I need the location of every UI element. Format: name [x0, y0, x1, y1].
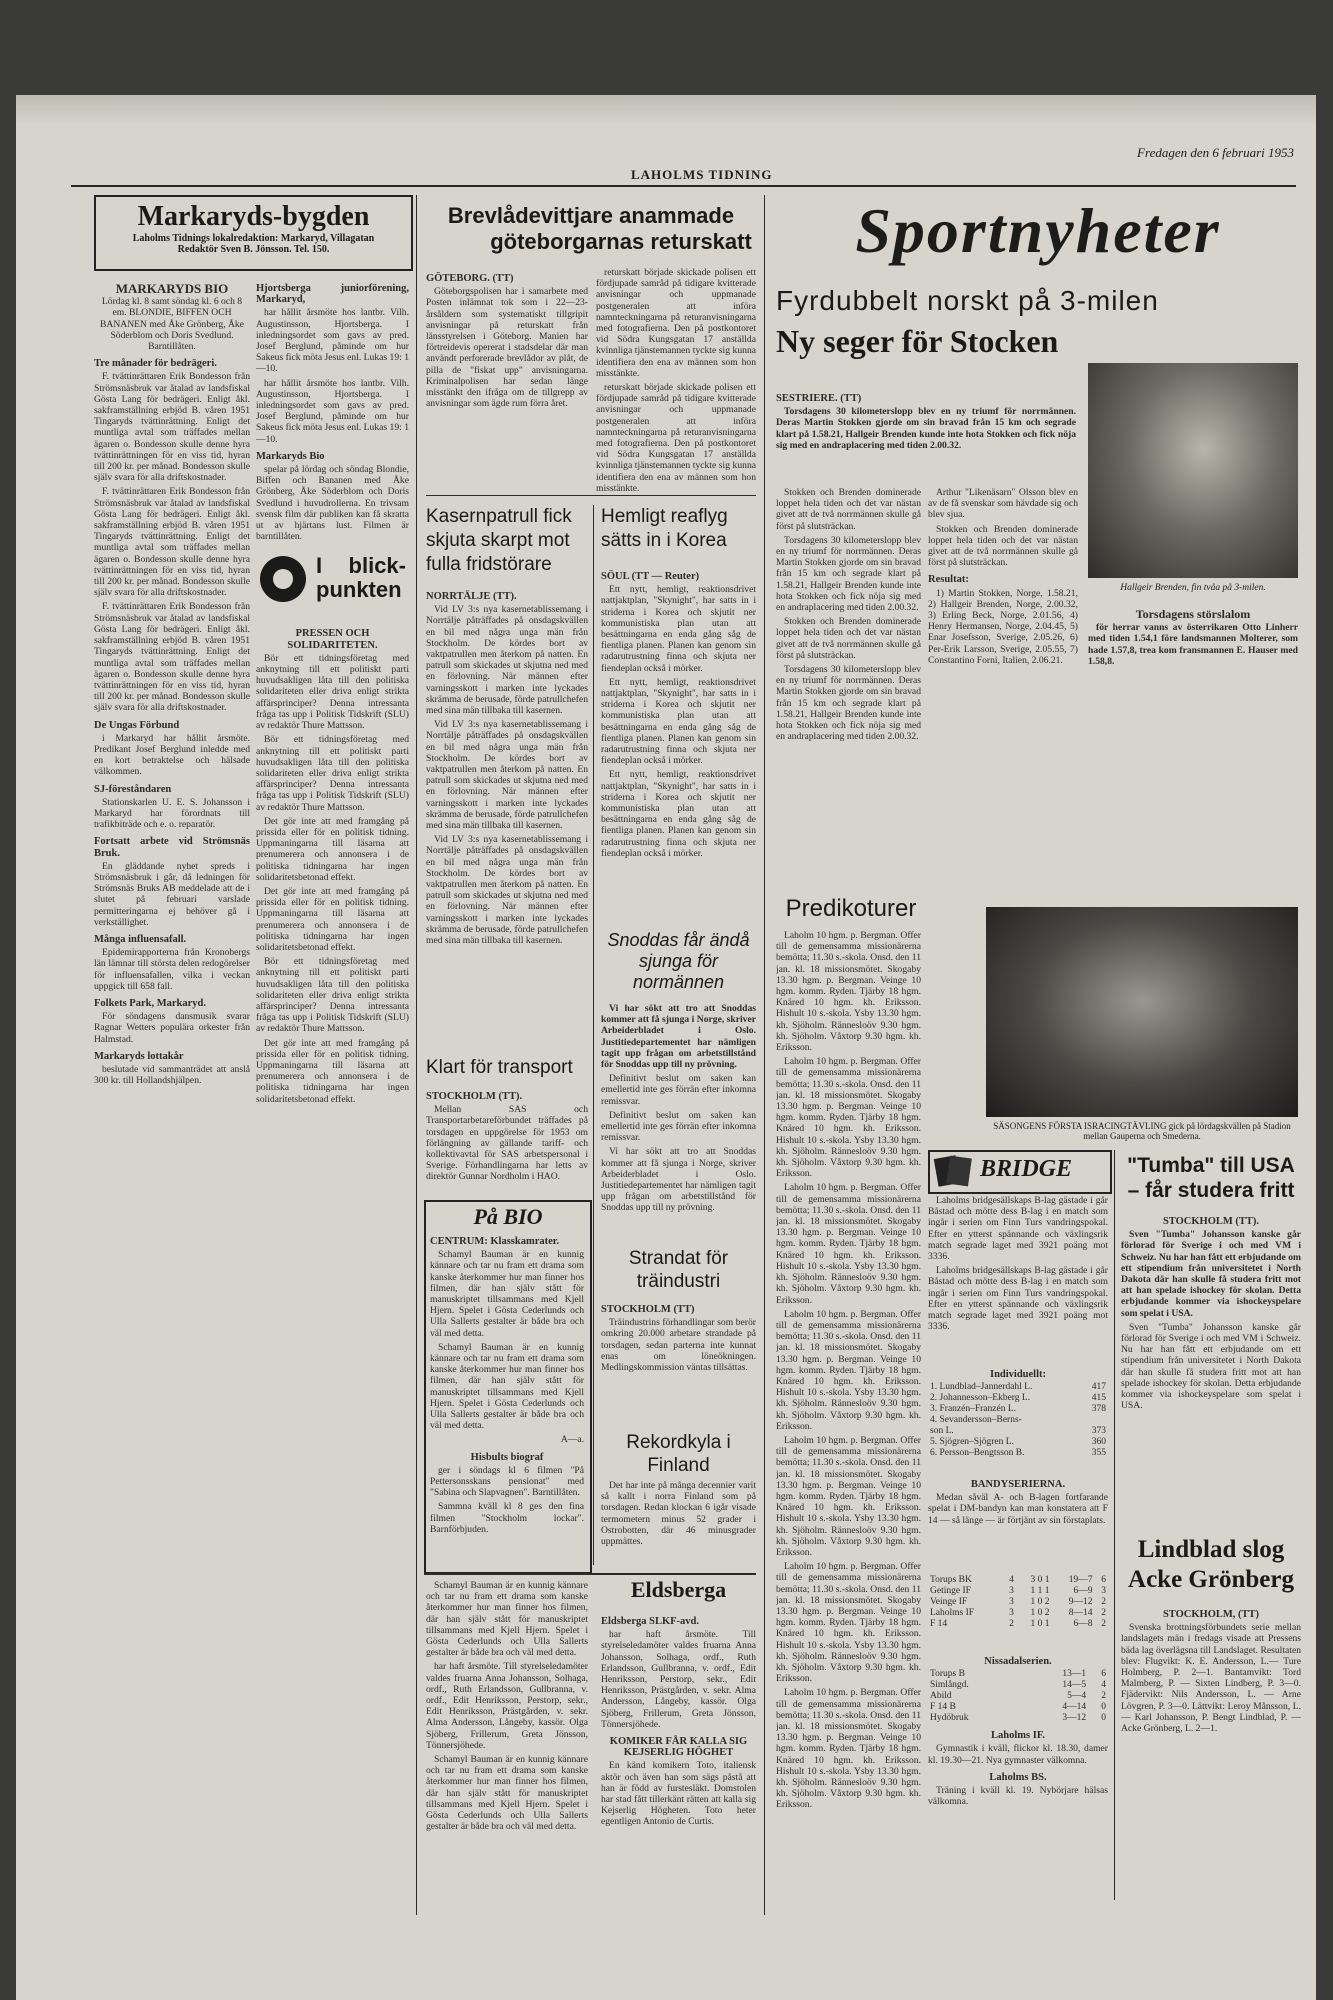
table-cell-name: son L.	[930, 1426, 954, 1437]
table-cell-name: 4. Sevandersson–Berns-	[930, 1415, 1022, 1426]
lindblad-column	[1121, 1603, 1301, 1900]
table-cell-team: Veinge IF	[930, 1597, 968, 1607]
column-rule	[593, 505, 594, 1565]
article-heading: Markaryds lottakår	[94, 1050, 184, 1062]
table-cell-team: Torups BK	[930, 1575, 972, 1585]
section-rule	[426, 495, 756, 496]
article-text-cont: har hållit årsmöte hos lantbr. Vilh. Augustinsson, Hjortsberga. I inledningsordet som gavs av pred. Josef Berglund, påminde om hur Sakeus fick möta Jesus enl. Lukas 19: 1—10.	[256, 377, 409, 445]
eldsberga-text: har haft årsmöte. Till styrelseledamöter valdes fruarna Anna Johansson, Solhaga, ordf., Ruth Erlandsson, Gullbranna, v. ordf., Edit Henriksson, Perstorp, sekr., Edit Henriksson, Prästgården, v. sekr. Alma Andersson, Långeby, kassör. Olga Sjöberg, Frillerum, Greta Jönsson, Tönnersjöhede.	[601, 1629, 756, 1730]
sport-title: Sportnyheter	[855, 195, 1221, 266]
table-cell-pts: 417	[1091, 1382, 1106, 1393]
section-rule	[424, 1573, 756, 1575]
bio-heading: MARKARYDS BIO	[115, 281, 229, 296]
snoddas-text-cont: Vi har sökt att tro att Snoddas kommer att få sjunga i Norge, skriver Arbeiderbladet i Oslo. Justitiedepartementet har nämligen tagit upp frågan om arbetstillstånd för Snoddas upp till ny prövning.	[601, 1146, 756, 1214]
table-row	[928, 1691, 1108, 1702]
article-text: beslutade vid sammanträdet att anslå 300 kr. till Hollandshjälpen.	[94, 1064, 250, 1087]
table-cell-team: Abild	[930, 1691, 952, 1702]
table-row	[928, 1393, 1108, 1404]
column-rule	[1114, 1150, 1115, 1900]
bridge-logo	[928, 1150, 1112, 1194]
results-text: 1) Martin Stokken, Norge, 1.58.21, 2) Hallgeir Brenden, Norge, 2.00.32, 3) Erling Beck, Norge, 2.01.56, 4) Henry Hermansen, Norge, 2.04.45, 5) Enar Josefsson, Sverige, 2.05.26, 6) Per-Erik Larsson, Sverige, 2.05.55, 7) Constantino Forni, Italien, 2.06.21.	[928, 587, 1078, 666]
article-heading: Hjortsberga juniorförening, Markaryd,	[256, 283, 409, 306]
table-cell-g: 3	[1009, 1586, 1014, 1596]
table-cell-pts: 373	[1091, 1426, 1106, 1437]
pabio-text: Sammna kväll kl 8 ges den fina filmen "Stockholm lockar". Barnförbjuden.	[430, 1501, 584, 1535]
table-cell-name: 3. Franzén–Franzén L.	[930, 1404, 1016, 1415]
column-rule	[764, 195, 765, 1915]
predik-text: Laholm 10 hgm. p. Bergman. Offer till de gemensamma missionärerna bemötta; 11.30 s.-skola. Onsd. den 11 jan. kl. 18 missionsmötet. Skogaby 13.30 hgm. p. Bergman. Veinge 10 hgm. komm. Ryden. Tjärby 18 hgm. Knäred 10 hgm. kh. Eriksson. Hishult 10 s.-skola. Ysby 13.30 hgm. kh. Sjöholm. Rännesloöv 9.30 hgm. kh. Sjöholm. Våxtorp 9.30 hgm. kh. Eriksson.	[776, 930, 921, 1054]
eldsberga-text-2: En känd komikern Toto, italiensk aktör och även han som sägs påstå att han är född av furstesläkt. Domstolen har stad fått tillerkänt rätten att kalla sig Kejserlig Högheten. Toto heter egentligen Antonio de Curtis.	[601, 1760, 756, 1828]
table-cell-m: 6—8	[1073, 1619, 1093, 1629]
lindblad-text: Svenska brottningsförbundets serie mellan landslagets män i fredags visade att Pressens bäda lag överlägsna till Landslaget. Resultaten blev: Flugvikt: K. E. Andersson, L.— Ture Holmberg, P. 2—1. Bantamvikt: Tord Malmberg, P. — Sixten Lindberg, P. 3—0. Fjädervikt: Nils Andersson, L. — Arne Lövgren, P. 3—0. Lättvikt: Leroy Månsson, L. — Karl Johansson, P. Bengt Lindblad, P. — Acke Grönberg, L. 2—1.	[1121, 1622, 1301, 1735]
sport-dateline: SESTRIERE. (TT)	[776, 393, 862, 404]
table-cell-name: 2. Johannesson–Ekberg L.	[930, 1393, 1031, 1404]
brev-headline	[426, 203, 756, 255]
kasern-text-cont: Vid LV 3:s nya kasernetablissemang i Norrtälje påträffades på onsdagskvällen en bil med några unga män från Stockholm. De kördes bort av vaktpatrullen men återkom på natten. En patrull som skickades ut skjutna ned med en förlovning. När männen efter varningsskott i marken inte lyckades skrämma de berusade, förde patrullchefen med sina män tillbaka till kasernen.	[426, 834, 588, 947]
sport-headline-2: Ny seger för Stocken	[776, 323, 1059, 359]
table-cell-p: 6	[1101, 1575, 1106, 1585]
table-row	[928, 1586, 1108, 1597]
article-text: Stationskarlen U. E. S. Johansson i Markaryd har förordnats till trafikbiträde och e. o. reparatör.	[94, 796, 250, 831]
sport-column-1	[776, 487, 921, 917]
table-cell-m: 4—14	[1062, 1702, 1087, 1713]
predik-text-cont: Laholm 10 hgm. p. Bergman. Offer till de gemensamma missionärerna bemötta; 11.30 s.-skola. Onsd. den 11 jan. kl. 18 missionsmötet. Skogaby 13.30 hgm. p. Bergman. Veinge 10 hgm. komm. Ryden. Tjärby 18 hgm. Knäred 10 hgm. kh. Eriksson. Hishult 10 s.-skola. Ysby 13.30 hgm. kh. Sjöholm. Rännesloöv 9.30 hgm. kh. Sjöholm. Våxtorp 9.30 hgm. kh. Eriksson.	[776, 1182, 921, 1306]
klart-headline: Klart för transport	[426, 1057, 573, 1078]
rekord-text: Det har inte på många decennier varit så kallt i norra Finland som på torsdagen. Redan klockan 6 igår visade termometern minus 52 grader i Ostrobotten, där 46 minusgrader uppmättes.	[601, 1480, 756, 1548]
blick-punkten-logo	[256, 550, 409, 620]
rekord-headline: Rekordkyla i Finland	[626, 1432, 731, 1476]
article-text: spelar på lördag och söndag Blondie, Biffen och Bananen med Åke Grönberg, Åke Söderblom och Doris Svedlund i huvudrollerna. En trivsam svensk film där publiken kan få skratta ut av hjärtans lust. Filmen är barntillåten.	[256, 464, 409, 543]
photo-caption-2: SÄSONGENS FÖRSTA ISRACINGTÄVLING gick på lördagskvällen på Stadion mellan Gauperna och Smederna.	[993, 1121, 1291, 1141]
sport-text-cont: Torsdagens 30 kilometerslopp blev en ny triumf för norrmännen. Deras Martin Stokken gjorde om sin bravad från 15 km och segrade klart på 1.58.21, Hallgeir Brenden kunde inte hota Stokken och fick nöja sig med en andraplacering med tiden 2.00.32.	[776, 534, 921, 614]
table-cell-name: 1. Lundblad–Jannerdahl L.	[930, 1382, 1033, 1393]
table-cell-p: 6	[1101, 1669, 1106, 1680]
nissa-table	[928, 1669, 1108, 1724]
table-row	[928, 1680, 1108, 1691]
eldsberga-heading-2: KOMIKER FÅR KALLA SIG KEJSERLIG HÖGHET	[609, 1736, 748, 1759]
article-text-cont: Det gör inte att med framgång på prissida eller för en politisk tidning. Uppmaningarna till läsarna att prenumerera och annonsera i de politiska tidningarna har ingen solidaritetsbetonad effekt.	[256, 885, 409, 953]
article-text-cont: F. tvättinrättaren Erik Bondesson från Strömsnäsbruk var åtalad av landsfiskal Gösta Lang för bedrägeri. Enligt åkl. sakframställning erbjöd B. våren 1951 Tingaryds tvättinrättning. Enligt det muntliga avtal som träffades mellan ägaren o. Bondesson skulle denne hyra tvättinrättningen för en viss tid, hyran till 200 kr. per månad. Bondesson skulle själv svara för alla driftskostnader.	[94, 601, 250, 714]
playing-card-icon	[946, 1156, 972, 1187]
markaryd-column-2	[256, 277, 409, 1877]
strandat-dateline: STOCKHOLM (TT)	[601, 1304, 695, 1315]
newspaper-page	[16, 95, 1316, 2000]
bandy-text: Medan såväl A- och B-lagen fortfarande spelat i DM-bandyn kan man konstatera att F 14 — så länge — är förtjänt av sin förstaplats.	[928, 1492, 1108, 1526]
table-cell-p: 0	[1101, 1713, 1106, 1724]
rekord-column	[601, 1480, 756, 1565]
table-cell-p: 2	[1101, 1619, 1106, 1629]
table-cell-name: 5. Sjögren–Sjögren L.	[930, 1437, 1014, 1448]
article-text: Epidemirapporterna från Kronobergs län lämnar till största delen redogörelser för influensafallen, vilka i veckan uppgick till 658 fall.	[94, 947, 250, 992]
brev-text: Göteborgspolisen har i samarbete med Posten inlämnat tok som i 22—23-årsåldern som systematiskt tillgripit anvisningar på returskatt från länsstyrelsen i Göteborg. Manien har förtreidevis opererat i stadsdelar där man användt perforerade brevlådor av plåt, de pilla de "fiskat upp" anvisningarna. Kriminalpolisen har sedan länge misstänkt den ifråga om de tillgrepp av anvisningar som ägde rum förra året.	[426, 286, 588, 410]
table-cell-s: 1 0 2	[1030, 1597, 1050, 1607]
eldsberga-column	[601, 1610, 756, 1900]
bandy-table	[928, 1575, 1108, 1630]
bridge-text: Laholms bridgesällskaps B-lag gästade i går Båstad och mötte dess B-lag i en match som ingår i serien om Finn Turs vandringspokal. Efter en ytterst spännande och växlingsrik match segrade laget med 3921 poäng mot 3336.	[928, 1195, 1108, 1263]
article-heading: De Ungas Förbund	[94, 719, 180, 731]
pabio-text: Schamyl Bauman är en kunnig kännare och tar nu fram ett drama som kanske återkommer hur man finner hos filmen, där han själv stått för manuskriptet tillsammans med Kjell Hjern. Spelet i Gösta Cederlunds och Ulla Sallerts gestalter är både bra och väl med detta.	[430, 1249, 584, 1339]
table-cell-m: 8—14	[1068, 1608, 1093, 1618]
bridge-title: BRIDGE	[980, 1156, 1073, 1182]
table-row	[928, 1713, 1108, 1724]
table-row	[928, 1382, 1108, 1393]
bandy-column	[928, 1473, 1108, 1573]
predik-text-cont: Laholm 10 hgm. p. Bergman. Offer till de gemensamma missionärerna bemötta; 11.30 s.-skola. Onsd. den 11 jan. kl. 18 missionsmötet. Skogaby 13.30 hgm. p. Bergman. Veinge 10 hgm. komm. Ryden. Tjärby 18 hgm. Knäred 10 hgm. kh. Eriksson. Hishult 10 s.-skola. Ysby 13.30 hgm. kh. Sjöholm. Rännesloöv 9.30 hgm. kh. Sjöholm. Våxtorp 9.30 hgm. kh. Eriksson.	[776, 1434, 921, 1558]
results-heading: Resultat:	[928, 574, 969, 586]
article-text-cont: F. tvättinrättaren Erik Bondesson från Strömsnäsbruk var åtalad av landsfiskal Gösta Lang för bedrägeri. Enligt åkl. sakframställning erbjöd B. våren 1951 Tingaryds tvättinrättning. Enligt det muntliga avtal som träffades mellan ägaren o. Bondesson skulle denne hyra tvättinrättningen för en viss tid, hyran till 200 kr. per månad. Bondesson skulle själv svara för alla driftskostnader.	[94, 486, 250, 599]
table-cell-m: 5—4	[1067, 1691, 1087, 1702]
strandat-text: Träindustrins förhandlingar som berör omkring 20.000 arbetare strandade på torsdagen, sedan parterna inte kunnat enas om löneökningen. Medlingskommission väntas tillsättas.	[601, 1317, 756, 1374]
table-cell-pts: 378	[1091, 1404, 1106, 1415]
table-cell-s: 1 1 1	[1030, 1586, 1050, 1596]
sport-column-2	[928, 487, 1078, 917]
bridge-column	[928, 1195, 1108, 1360]
article-heading: SJ-föreståndaren	[94, 783, 172, 795]
brev-column-1	[426, 267, 588, 492]
snoddas-column	[601, 1003, 756, 1243]
lindblad-dateline: STOCKHOLM, (TT)	[1162, 1609, 1260, 1620]
table-cell-g: 3	[1009, 1597, 1014, 1607]
article-text: har hållit årsmöte hos lantbr. Vilh. Augustinsson, Hjortsberga. I inledningsordet som gavs av pred. Josef Berglund, påminde om hur Sakeus fick möta Jesus enl. Lukas 19: 1—10.	[256, 307, 409, 375]
hemligt-column	[601, 565, 756, 925]
table-cell-pts: 355	[1091, 1448, 1106, 1459]
table-cell-g: 4	[1009, 1575, 1014, 1585]
table-cell-m: 3—12	[1062, 1713, 1087, 1724]
brev-headline-1: Brevlådevittjare anammade	[447, 203, 735, 228]
table-cell-m: 9—12	[1068, 1597, 1093, 1607]
pabio-text-cont: Schamyl Bauman är en kunnig kännare och tar nu fram ett drama som kanske återkommer hur man finner hos filmen, där han själv stått för manuskriptet tillsammans med Kjell Hjern. Spelet i Gösta Cederlunds och Ulla Sallerts gestalter är både bra och väl med detta.	[426, 1580, 588, 1659]
article-heading: Folkets Park, Markaryd.	[94, 997, 206, 1009]
table-cell-m: 13—1	[1062, 1669, 1087, 1680]
table-row	[928, 1437, 1108, 1448]
bridge-results-table	[928, 1382, 1108, 1459]
brev-text-right: returskatt började skickade polisen ett fördjupade samråd på tidigare kvitterade anvisningar och uppmanade postgeneralen att införa namnteckningarna på returanvisningarna med fotografierna. Den på postkontoret vid Södra Kungsgatan 17 anställda kvinnliga tjänstemannen tyckte sig kunna identifiera den ena av männen som hon misstänkte.	[596, 267, 756, 379]
table-cell-team: Laholms IF	[930, 1608, 975, 1618]
bridge-results	[928, 1363, 1108, 1468]
tumba-text-cont: Sven "Tumba" Johansson kanske går förlorad för Sverige i och med VM i Schweiz. Nu har han fått ett erbjudande om ett stipendium från universitetet i North Dakota där han skulle få studera fritt mot att han spelade ishockey för skolan. Detta erbjudande kommer via ishockeyspelare som spelat i USA.	[1121, 1321, 1301, 1412]
sport-headline-1: Fyrdubbelt norskt på 3-milen	[776, 285, 1159, 316]
hemligt-text: Ett nytt, hemligt, reaktionsdrivet nattjaktplan, "Skynight", har satts in i striderna i Korea och skjutit ner kommunistiska plan utan att besättningarna en enda gång såg de fientliga planen. Planen kan genom sin radarutrustning finna och skjuta ner fiendeplan också i mörker.	[601, 584, 756, 674]
pabio-text: ger i söndags kl 6 filmen "På Pettersonsskans pensionat" med "Sabina och Slapvagnen". Barntillåten.	[430, 1464, 584, 1499]
predik-text-cont: Laholm 10 hgm. p. Bergman. Offer till de gemensamma missionärerna bemötta; 11.30 s.-skola. Onsd. den 11 jan. kl. 18 missionsmötet. Skogaby 13.30 hgm. p. Bergman. Veinge 10 hgm. komm. Ryden. Tjärby 18 hgm. Knäred 10 hgm. kh. Eriksson. Hishult 10 s.-skola. Ysby 13.30 hgm. kh. Sjöholm. Rännesloöv 9.30 hgm. kh. Sjöholm. Våxtorp 9.30 hgm. kh. Eriksson.	[776, 1308, 921, 1432]
table-cell-g: 3	[1009, 1608, 1014, 1618]
ice-racing-photo	[986, 907, 1298, 1117]
camera-lens-icon	[260, 556, 306, 602]
brev-dateline: GÖTEBORG. (TT)	[426, 273, 514, 284]
skier-portrait-photo	[1088, 363, 1298, 578]
table-cell-m: 19—7	[1068, 1575, 1093, 1585]
pabio-signature: A—a.	[560, 1434, 584, 1446]
pabio-heading: Hisbults biograf	[470, 1451, 544, 1463]
article-text: Bör ett tidningsföretag med anknytning till ett politiskt parti huvudsakligen låta till den politiska solidariteten eller driva enligt strikta affärsprinciper? Denna intressanta fråga tas upp i Politisk Tidskrift (SLU) av redaktör Thure Mattsson.	[256, 652, 409, 732]
bandy-table-wrap	[928, 1575, 1108, 1645]
tumba-headline: "Tumba" till USA – får studera fritt	[1127, 1154, 1295, 1202]
pabio-box	[424, 1200, 592, 1574]
laholmsif-heading: Laholms IF.	[991, 1730, 1045, 1742]
table-cell-team: Simlångd.	[930, 1680, 969, 1691]
article-heading: Många influensafall.	[94, 933, 187, 945]
table-row	[928, 1702, 1108, 1713]
lindblad-headline: Lindblad slog Acke Grönberg	[1128, 1536, 1294, 1593]
table-cell-pts	[1082, 1415, 1108, 1426]
bridge-individual-heading: Individuellt:	[989, 1369, 1047, 1380]
table-cell-p: 3	[1101, 1586, 1106, 1596]
pabio-heading: CENTRUM: Klasskamrater.	[430, 1236, 560, 1247]
sport-text-cont: Torsdagens 30 kilometerslopp blev en ny triumf för norrmännen. Deras Martin Stokken gjorde om sin bravad från 15 km och segrade klart på 1.58.21, Hallgeir Brenden kunde inte hota Stokken och fick nöja sig med en andraplacering med tiden 2.00.32.	[776, 664, 921, 743]
kasern-text: Vid LV 3:s nya kasernetablissemang i Norrtälje påträffades på onsdagskvällen en bil med några unga män från Stockholm. De kördes bort av vaktpatrullen men återkom på natten. En patrull som skickades ut skjutna ned med en förlovning. När männen efter varningsskott i marken inte lyckades skrämma de berusade, förde patrullchefen med sina män tillbaka till kasernen.	[426, 604, 588, 717]
markaryd-subtitle: Laholms Tidnings lokalredaktion: Markaryd, Villagatan	[132, 233, 375, 244]
predik-text-cont: Laholm 10 hgm. p. Bergman. Offer till de gemensamma missionärerna bemötta; 11.30 s.-skola. Onsd. den 11 jan. kl. 18 missionsmötet. Skogaby 13.30 hgm. p. Bergman. Veinge 10 hgm. komm. Ryden. Tjärby 18 hgm. Knäred 10 hgm. kh. Eriksson. Hishult 10 s.-skola. Ysby 13.30 hgm. kh. Sjöholm. Rännesloöv 9.30 hgm. kh. Sjöholm. Våxtorp 9.30 hgm. kh. Eriksson.	[776, 1561, 921, 1685]
table-row	[928, 1448, 1108, 1459]
markaryd-column-1	[94, 277, 250, 1877]
snoddas-headline: Snoddas får ändå sjunga för normännen	[607, 930, 750, 992]
strandat-headline: Strandat för träindustri	[628, 1248, 729, 1292]
table-cell-pts: 415	[1091, 1393, 1106, 1404]
kasern-column	[426, 585, 588, 1055]
bridge-text-cont: Laholms bridgesällskaps B-lag gästade i går Båstad och mötte dess B-lag i en match som ingår i serien om Finn Turs vandringspokal. Efter en ytterst spännande och växlingsrik match segrade laget med 3921 poäng mot 3336.	[928, 1265, 1108, 1333]
photo-caption: Hallgeir Brenden, fin tvåa på 3-milen.	[1120, 583, 1266, 593]
bio-text: Lördag kl. 8 samt söndag kl. 6 och 8 em. BLONDIE, BIFFEN OCH BANANEN med Åke Grönberg, Åke Söderblom och Doris Svedlund. Barntillåten.	[100, 296, 244, 353]
table-cell-s: 1 0 2	[1030, 1608, 1050, 1618]
strandat-column	[601, 1298, 756, 1428]
kasern-text-cont: Vid LV 3:s nya kasernetablissemang i Norrtälje påträffades på onsdagskvällen en bil med några unga män från Stockholm. De kördes bort av vaktpatrullen men återkom på natten. En patrull som skickades ut skjutna ned med en förlovning. När männen efter varningsskott i marken inte lyckades skrämma de berusade, förde patrullchefen med sina män tillbaka till kasernen.	[426, 719, 588, 832]
predik-column	[776, 930, 921, 1900]
hemligt-dateline: SÖUL (TT — Reuter)	[601, 571, 700, 582]
article-text: För söndagens dansmusik svarar Ragnar Wetters populära orkester från Halmstad.	[94, 1011, 250, 1045]
pabio-text-cont: har haft årsmöte. Till styrelseledamöter valdes fruarna Anna Johansson, Solhaga, ordf., Ruth Erlandsson, Gullbranna, v. ordf., Edit Henriksson, Perstorp, sekr., Edit Henriksson, Prästgården, v. sekr. Alma Andersson, Långeby, kassör. Olga Sjöberg, Frillerum, Greta Jönsson, Tönnersjöhede.	[426, 1661, 588, 1751]
klart-column	[426, 1085, 588, 1185]
article-heading: PRESSEN OCH SOLIDARITETEN.	[287, 628, 378, 651]
nissa-column	[928, 1650, 1108, 1900]
laholmsbs-text: Träning i kväll kl. 19. Nybörjare hälsas välkomna.	[928, 1785, 1108, 1808]
kasern-headline: Kasernpatrull fick skjuta skarpt mot fulla fridstörare	[426, 506, 572, 575]
table-row	[928, 1608, 1108, 1619]
predik-headline: Predikoturer	[785, 895, 917, 922]
klart-dateline: STOCKHOLM (TT).	[426, 1091, 523, 1102]
table-row	[928, 1415, 1108, 1426]
table-cell-team: F 14	[930, 1619, 948, 1629]
table-cell-name: 6. Persson–Bengtsson B.	[930, 1448, 1025, 1459]
markaryd-banner	[94, 195, 413, 271]
article-text-cont: Det gör inte att med framgång på prissida eller för en politisk tidning. Uppmaningarna till läsarna att prenumerera och annonsera i de politiska tidningarna har ingen solidaritetsbetonad effekt.	[256, 815, 409, 883]
table-row	[928, 1404, 1108, 1415]
table-cell-p: 2	[1101, 1597, 1106, 1607]
klart-text: Mellan SAS och Transportarbetareförbundet träffades på torsdagen en uppgörelse för 1953 om förlängning av gällande tariff- och kollektivavtal för SAS arbetspersonal i Sverige. Förhandlingarna har letts av direktör Gunnar Nordholm i HAO.	[426, 1104, 588, 1183]
sport-text: Stokken och Brenden dominerade loppet hela tiden och det var nästan givet att de två norrmännen skulle gå först på slutsträckan.	[776, 487, 921, 532]
article-heading: Fortsatt arbete vid Strömsnäs Bruk.	[94, 836, 250, 859]
hemligt-headline: Hemligt reaflyg sätts in i Korea	[601, 506, 728, 551]
eldsberga-headline: Eldsberga	[630, 1577, 727, 1602]
article-text-cont: Bör ett tidningsföretag med anknytning till ett politiskt parti huvudsakligen låta till den politiska solidariteten eller driva enligt strikta affärsprinciper? Denna intressanta fråga tas upp i Politisk Tidskrift (SLU) av redaktör Thure Mattsson.	[256, 734, 409, 813]
pabio-headline: På BIO	[473, 1204, 543, 1229]
table-cell-p: 2	[1101, 1608, 1106, 1618]
sport-lead: Torsdagens 30 kilometerslopp blev en ny triumf för norrmännen. Deras Martin Stokken gjorde om sin bravad från 15 km och segrade klart på 1.58.21, Hallgeir Brenden kunde inte hota Stokken och fick nöja sig med en andraplacering med tiden 2.00.32.	[776, 406, 1076, 451]
article-heading: Tre månader för bedrägeri.	[94, 358, 217, 370]
sport-text-cont: Stokken och Brenden dominerade loppet hela tiden och det var nästan givet att de två norrmännen skulle gå först på slutsträckan.	[776, 616, 921, 661]
brev-headline-2: göteborgarnas returskatt	[490, 229, 752, 254]
snoddas-lead: Vi har sökt att tro att Snoddas kommer att få sjunga i Norge, skriver Arbeiderbladet i Oslo. Justitiedepartementet har nämligen tagit upp frågan om arbetstillstånd för Snoddas upp till ny prövning.	[601, 1003, 756, 1071]
snoddas-text: Definitivt beslut om saken kan emellertid inte ges förrän efter inkomna remissvar.	[601, 1073, 756, 1107]
tumba-column	[1121, 1210, 1301, 1530]
hemligt-text-cont: Ett nytt, hemligt, reaktionsdrivet nattjaktplan, "Skynight", har satts in i striderna i Korea och skjutit ner kommunistiska plan utan att besättningarna en enda gång såg de fientliga planen. Planen kan genom sin radarutrustning finna och skjuta ner fiendeplan också i mörker.	[601, 769, 756, 859]
laholmsif-text: Gymnastik i kväll, flickor kl. 18.30, damer kl. 19.30—21. Nya gymnaster välkomna.	[928, 1743, 1108, 1766]
table-row	[928, 1426, 1108, 1437]
sport-lead-column	[776, 387, 1076, 482]
torsdag-heading: Torsdagens störslalom	[1135, 607, 1251, 621]
torsdag-text: för herrar vanns av österrikaren Otto Linherr med tiden 1.54,1 före landsmannen Molterer, som hade 1.57,8, trea kom fransmannen E. Hauser med 1.58,8.	[1088, 622, 1298, 667]
masthead-rule	[71, 185, 1296, 187]
brev-column-2	[596, 267, 756, 492]
article-text: i Markaryd har hållit årsmöte. Predikant Josef Berglund inledde med en kort betraktelse och hälsade välkommen.	[94, 732, 250, 778]
markaryd-editor: Redaktör Sven B. Jönsson. Tel. 150.	[177, 244, 330, 255]
paper-name: LAHOLMS TIDNING	[631, 167, 773, 182]
table-cell-team: F 14 B	[930, 1702, 956, 1713]
sport-text-2: Arthur "Likenäsarn" Olsson blev en av de få svenskar som hävdade sig och blev sjua.	[928, 487, 1078, 521]
table-cell-team: Getinge IF	[930, 1586, 971, 1596]
article-text: F. tvättinrättaren Erik Bondesson från Strömsnäsbruk var åtalad av landsfiskal Gösta Lang för bedrägeri. Enligt åkl. sakframställning erbjöd B. våren 1951 Tingaryds tvättinrättning. Enligt det muntliga avtal som träffades mellan ägaren o. Bondesson skulle denne hyra tvättinrättningen för en viss tid, hyran till 200 kr. per månad. Bondesson skulle själv svara för alla driftskostnader.	[94, 371, 250, 484]
brev-text-right-cont: returskatt började skickade polisen ett fördjupade samråd på tidigare kvitterade anvisningar och uppmanade postgeneralen att införa namnteckningarna på returanvisningarna med fotografierna. Den på postkontoret vid Södra Kungsgatan 17 anställda kvinnliga tjänstemannen tyckte sig kunna identifiera den ena av männen som hon misstänkte.	[596, 382, 756, 492]
article-heading: Markaryds Bio	[256, 450, 325, 462]
markaryd-title: Markaryds-bygden	[137, 201, 370, 232]
table-cell-m: 6—9	[1073, 1586, 1093, 1596]
table-cell-m: 14—5	[1062, 1680, 1087, 1691]
nissa-heading: Nissadalserien.	[984, 1656, 1052, 1667]
table-row	[928, 1575, 1108, 1586]
tumba-lead: Sven "Tumba" Johansson kanske går förlorad för Sverige i och med VM i Schweiz. Nu har han fått ett erbjudande om ett stipendium från universitetet i North Dakota där han skulle få studera fritt mot att han spelade ishockey för skolan. Detta erbjudande kommer via ishockeyspelare som spelat i USA.	[1121, 1229, 1301, 1319]
pabio-column	[430, 1230, 584, 1560]
table-cell-p: 4	[1101, 1680, 1106, 1691]
table-row	[928, 1619, 1108, 1630]
eldsberga-column-left	[426, 1580, 588, 1900]
table-row	[928, 1597, 1108, 1608]
predik-text-cont: Laholm 10 hgm. p. Bergman. Offer till de gemensamma missionärerna bemötta; 11.30 s.-skola. Onsd. den 11 jan. kl. 18 missionsmötet. Skogaby 13.30 hgm. p. Bergman. Veinge 10 hgm. komm. Ryden. Tjärby 18 hgm. Knäred 10 hgm. kh. Eriksson. Hishult 10 s.-skola. Ysby 13.30 hgm. kh. Sjöholm. Rännesloöv 9.30 hgm. kh. Sjöholm. Våxtorp 9.30 hgm. kh. Eriksson.	[776, 1056, 921, 1180]
issue-date: Fredagen den 6 februari 1953	[1137, 145, 1294, 160]
bandy-heading: BANDYSERIERNA.	[970, 1479, 1066, 1490]
laholmsbs-heading: Laholms BS.	[989, 1771, 1047, 1783]
blick-title: I blick-punkten	[316, 553, 406, 603]
table-cell-team: Hydöbruk	[930, 1713, 969, 1724]
table-cell-s: 1 0 1	[1030, 1619, 1050, 1629]
table-cell-team: Torups B	[930, 1669, 965, 1680]
sport-text-2-cont: Stokken och Brenden dominerade loppet hela tiden och det var nästan givet att de två norrmännen skulle gå först på slutsträckan.	[928, 523, 1078, 569]
table-cell-p: 0	[1101, 1702, 1106, 1713]
predik-text-cont: Laholm 10 hgm. p. Bergman. Offer till de gemensamma missionärerna bemötta; 11.30 s.-skola. Onsd. den 11 jan. kl. 18 missionsmötet. Skogaby 13.30 hgm. p. Bergman. Veinge 10 hgm. komm. Ryden. Tjärby 18 hgm. Knäred 10 hgm. kh. Eriksson. Hishult 10 s.-skola. Ysby 13.30 hgm. kh. Sjöholm. Rännesloöv 9.30 hgm. kh. Sjöholm. Våxtorp 9.30 hgm. kh. Eriksson.	[776, 1687, 921, 1811]
pabio-text-cont: Schamyl Bauman är en kunnig kännare och tar nu fram ett drama som kanske återkommer hur man finner hos filmen, där han själv stått för manuskriptet tillsammans med Kjell Hjern. Spelet i Gösta Cederlunds och Ulla Sallerts gestalter är både bra och väl med detta.	[430, 1341, 584, 1432]
hemligt-text-cont: Ett nytt, hemligt, reaktionsdrivet nattjaktplan, "Skynight", har satts in i striderna i Korea och skjutit ner kommunistiska plan utan att besättningarna en enda gång såg de fientliga planen. Planen kan genom sin radarutrustning finna och skjuta ner fiendeplan också i mörker.	[601, 676, 756, 767]
snoddas-text-cont: Definitivt beslut om saken kan emellertid inte ges förrän efter inkomna remissvar.	[601, 1109, 756, 1144]
table-cell-g: 2	[1009, 1619, 1014, 1629]
table-cell-pts: 360	[1091, 1437, 1106, 1448]
article-text: En gläddande nyhet spreds i Strömsnäsbruk i går, då ledningen för Strömsnäs Bruks AB meddelade att de i slutet på februari varslade permitteringarna ej behöver gå i verkställighet.	[94, 860, 250, 928]
kasern-dateline: NORRTÄLJE (TT).	[426, 591, 517, 602]
torsdag-column	[1088, 603, 1298, 743]
column-rule	[416, 195, 417, 1915]
eldsberga-heading: Eldsberga SLKF-avd.	[601, 1616, 700, 1627]
table-cell-p: 2	[1101, 1691, 1106, 1702]
article-text-cont: Det gör inte att med framgång på prissida eller för en politisk tidning. Uppmaningarna till läsarna att prenumerera och annonsera i de politiska tidningarna har ingen solidaritetsbetonad effekt.	[256, 1037, 409, 1105]
table-cell-s: 3 0 1	[1030, 1575, 1050, 1585]
table-row	[928, 1669, 1108, 1680]
article-text-cont: Bör ett tidningsföretag med anknytning till ett politiskt parti huvudsakligen låta till den politiska solidariteten eller driva enligt strikta affärsprinciper? Denna intressanta fråga tas upp i Politisk Tidskrift (SLU) av redaktör Thure Mattsson.	[256, 956, 409, 1035]
tumba-dateline: STOCKHOLM (TT).	[1162, 1216, 1260, 1227]
pabio-text-cont: Schamyl Bauman är en kunnig kännare och tar nu fram ett drama som kanske återkommer hur man finner hos filmen, där han själv stått för manuskriptet tillsammans med Kjell Hjern. Spelet i Gösta Cederlunds och Ulla Sallerts gestalter är både bra och väl med detta.	[426, 1754, 588, 1833]
